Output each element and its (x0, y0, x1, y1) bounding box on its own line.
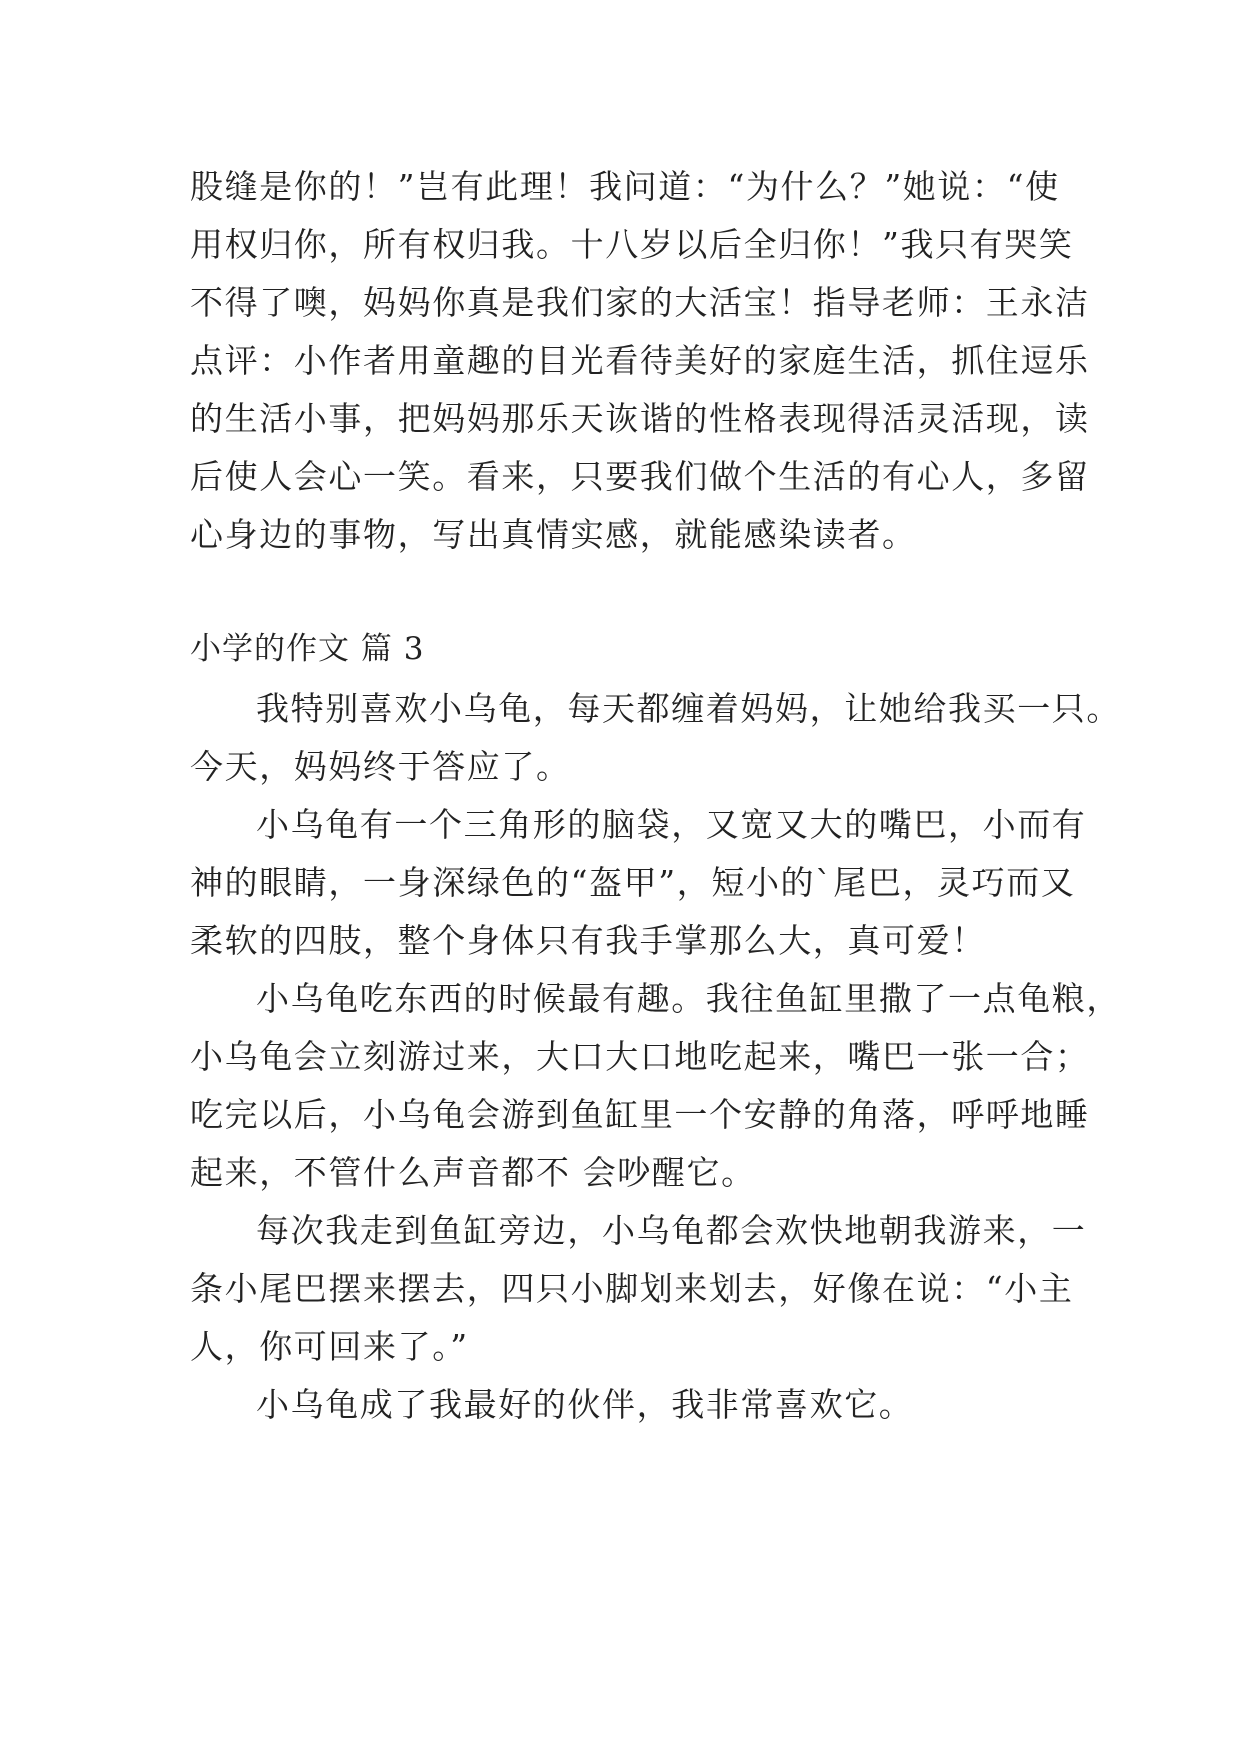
text-line: 起来，不管什么声音都不 会吵醒它。 (190, 1153, 756, 1192)
text-line: 吃完以后，小乌龟会游到鱼缸里一个安静的角落，呼呼地睡 (190, 1095, 1090, 1134)
text-line: 人，你可回来了。” (190, 1327, 469, 1366)
text-line: 心身边的事物，写出真情实感，就能感染读者。 (190, 515, 917, 554)
text-line: 后使人会心一笑。看来，只要我们做个生活的有心人，多留 (190, 457, 1090, 496)
essay-body (190, 680, 1121, 1434)
text-line: 条小尾巴摆来摆去，四只小脚划来划去，好像在说：“小主 (190, 1269, 1074, 1308)
text-line: 今天，妈妈终于答应了。 (190, 747, 571, 786)
paragraph-first-line: 每次我走到鱼缸旁边，小乌龟都会欢快地朝我游来，一 (256, 1211, 1087, 1250)
text-line: 不得了噢，妈妈你真是我们家的大活宝！指导老师：王永洁 (190, 283, 1090, 322)
text-line: 股缝是你的！”岂有此理！我问道：“为什么？”她说：“使 (190, 167, 1060, 206)
paragraph-first-line: 小乌龟有一个三角形的脑袋，又宽又大的嘴巴，小而有 (256, 805, 1087, 844)
text-line: 小乌龟会立刻游过来，大口大口地吃起来，嘴巴一张一合； (190, 1037, 1090, 1076)
continuation-paragraph (190, 158, 1090, 564)
text-line: 的生活小事，把妈妈那乐天诙谐的性格表现得活灵活现，读 (190, 399, 1090, 438)
paragraph-first-line: 小乌龟成了我最好的伙伴，我非常喜欢它。 (256, 1385, 914, 1424)
section-heading: 小学的作文 篇 3 (190, 631, 425, 667)
text-line: 柔软的四肢，整个身体只有我手掌那么大，真可爱！ (190, 921, 986, 960)
text-line: 用权归你，所有权归我。十八岁以后全归你！”我只有哭笑 (190, 225, 1074, 264)
text-line: 神的眼睛，一身深绿色的“盔甲”，短小的`尾巴，灵巧而又 (190, 863, 1076, 902)
paragraph-first-line: 小乌龟吃东西的时候最有趣。我往鱼缸里撒了一点龟粮， (256, 979, 1121, 1018)
paragraph-first-line: 我特别喜欢小乌龟，每天都缠着妈妈，让她给我买一只。 (256, 689, 1121, 728)
text-line: 点评：小作者用童趣的目光看待美好的家庭生活，抓住逗乐 (190, 341, 1090, 380)
